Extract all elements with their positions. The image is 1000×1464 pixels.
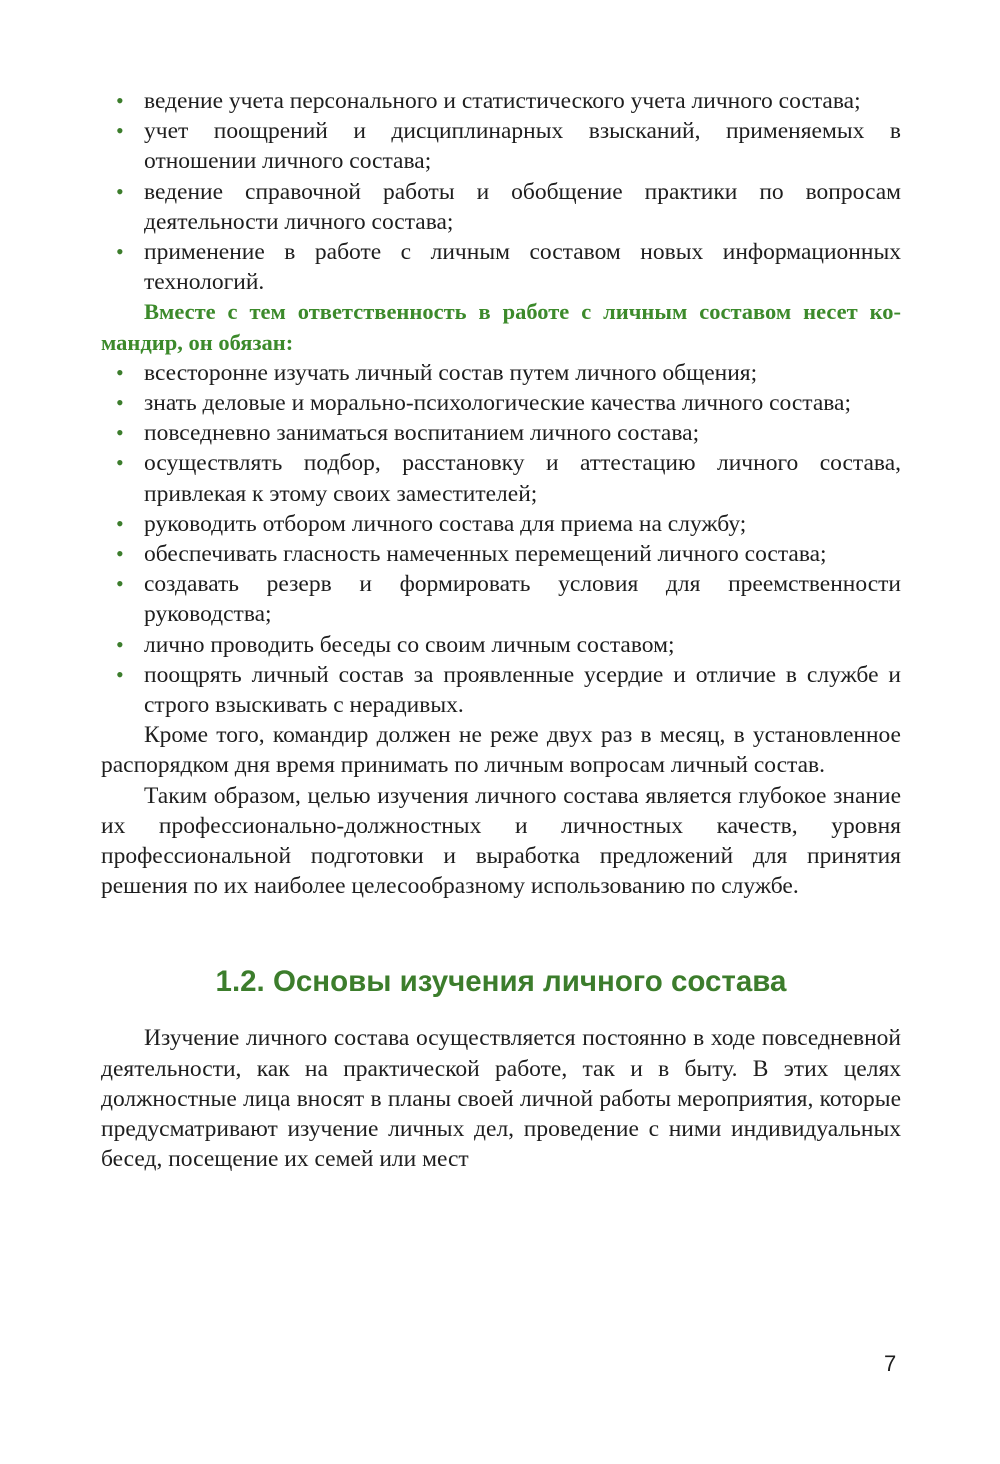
list-item: • всесторонне изучать личный состав путем личного общения; [144, 358, 901, 388]
bullet-icon: • [116, 541, 124, 567]
bullet-icon: • [116, 661, 124, 687]
list-item: • ведение справочной работы и обобщение практики по вопросам деятельности личного состава; [116, 178, 901, 235]
list-item: • создавать резерв и формировать условия для преемственности руководства; [116, 571, 901, 628]
bullet-icon: • [116, 88, 124, 113]
list-item: • осуществлять подбор, расстановку и аттестацию личного состава, привлекая к этому своих заместителей; [116, 450, 901, 507]
bullet-icon: • [116, 118, 124, 144]
list-item: • лично проводить беседы со своим личным составом; [144, 630, 901, 660]
list-item: • применение в работе с личным составом новых информационных технологий. [116, 239, 901, 296]
list-item: • знать деловые и морально-психологические качества личного состава; [144, 388, 901, 418]
paragraph-conclusion: Таким образом, целью изучения личного состава является глубокое знание их профессионально-должностных и личностных качеств, уровня профессиональной подготовки и выработка предложений для принятия решения по их наиболее целесообразному использованию по службе. [101, 782, 901, 900]
list-item: • руководить отбором личного состава для приема на службу; [144, 509, 901, 539]
paragraph-reception: Кроме того, командир должен не реже двух раз в месяц, в установленное распорядком дня время принимать по личным вопросам личный состав. [101, 722, 901, 779]
section-body [101, 1023, 901, 1174]
bullet-icon: • [116, 390, 124, 416]
top-bullet-list [101, 86, 901, 297]
section-paragraph: Изучение личного состава осуществляется постоянно в ходе повседневной деятельности, как на практической работе, так и в быту. В этих целях должностные лица вносят в планы своей личной работы мероприятия, которые предусматривают изучение личных дел, проведение с ними индивидуальных бесед, посещение их семей или мест [101, 1025, 901, 1173]
list-item: • ведение учета персонального и статистического учета личного состава; [144, 86, 901, 116]
bullet-icon: • [116, 450, 124, 476]
list-item: • повседневно заниматься воспитанием личного состава; [144, 418, 901, 448]
list-item: • обеспечивать гласность намеченных перемещений личного состава; [144, 539, 901, 569]
bullet-icon: • [116, 239, 124, 265]
section-heading: 1.2. Основы изучения личного состава [215, 965, 787, 999]
bullet-icon: • [116, 571, 124, 597]
bullet-icon: • [116, 178, 124, 204]
list-item: • поощрять личный состав за проявленные усердие и отличие в службе и строго взыскивать с нерадивых. [116, 661, 901, 719]
commander-bullet-list [101, 358, 901, 720]
bullet-icon: • [116, 420, 124, 446]
commander-duties-lead: Вместе с тем ответственность в работе с личным составом несет командир, он обязан: [101, 299, 901, 355]
page-content [101, 86, 901, 1175]
bullet-icon: • [116, 631, 124, 657]
bullet-icon: • [116, 510, 124, 536]
list-item: • учет поощрений и дисциплинарных взысканий, применяемых в отношении личного состава; [116, 118, 901, 175]
bullet-icon: • [116, 359, 124, 385]
page-number: 7 [884, 1351, 897, 1376]
